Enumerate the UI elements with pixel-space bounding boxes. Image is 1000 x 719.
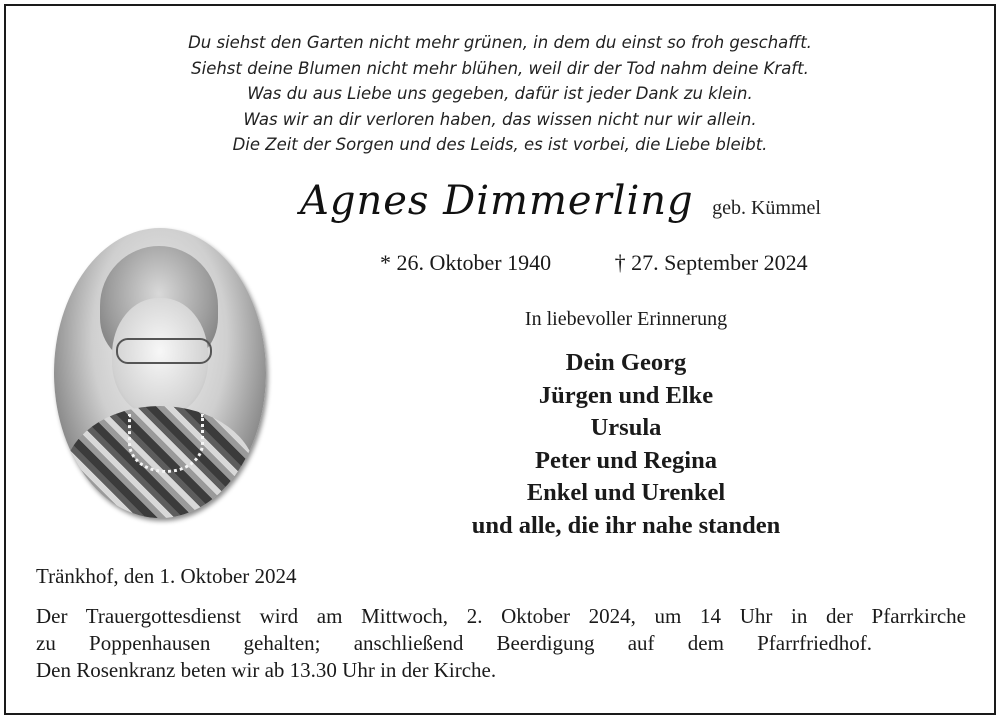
portrait-glasses xyxy=(116,338,212,364)
family-member: Dein Georg xyxy=(565,349,687,376)
life-dates xyxy=(380,250,808,276)
portrait-photo xyxy=(54,228,266,518)
family-member: Ursula xyxy=(590,414,662,441)
family-member: Enkel und Urenkel xyxy=(526,479,726,506)
poem-line: Was wir an dir verloren haben, das wissen nicht nur wir allein. xyxy=(243,109,757,129)
family-member: Peter und Regina xyxy=(535,446,717,474)
remembrance-line: In liebevoller Erinnerung xyxy=(524,308,728,330)
service-line: zu Poppenhausen gehalten; anschließend Beerdigung auf dem Pfarrfriedhof. xyxy=(36,631,872,655)
family-member: und alle, die ihr nahe standen xyxy=(471,511,781,539)
death-date: † 27. September 2024 xyxy=(614,250,808,275)
place-and-date: Tränkhof, den 1. Oktober 2024 xyxy=(36,564,297,588)
memorial-poem xyxy=(0,30,1000,158)
deceased-name: Agnes Dimmerling xyxy=(300,178,694,224)
service-line: Der Trauergottesdienst wird am Mittwoch, 2. Oktober 2024, um 14 Uhr in der Pfarrkirche xyxy=(36,604,966,628)
service-line: Den Rosenkranz beten wir ab 13.30 Uhr in der Kirche. xyxy=(36,658,497,682)
birth-date: * 26. Oktober 1940 xyxy=(380,250,552,275)
family-member: Jürgen und Elke xyxy=(538,381,714,409)
family-list xyxy=(380,347,872,542)
deceased-name-row xyxy=(300,178,821,224)
maiden-name: geb. Kümmel xyxy=(712,197,821,219)
poem-line: Du siehst den Garten nicht mehr grünen, in dem du einst so froh geschafft. xyxy=(188,33,812,52)
portrait-necklace xyxy=(128,414,204,473)
poem-line: Was du aus Liebe uns gegeben, dafür ist jeder Dank zu klein. xyxy=(247,84,753,103)
service-info xyxy=(36,603,966,684)
poem-line: Siehst deine Blumen nicht mehr blühen, weil dir der Tod nahm deine Kraft. xyxy=(191,58,809,78)
poem-line: Die Zeit der Sorgen und des Leids, es ist vorbei, die Liebe bleibt. xyxy=(232,135,768,154)
